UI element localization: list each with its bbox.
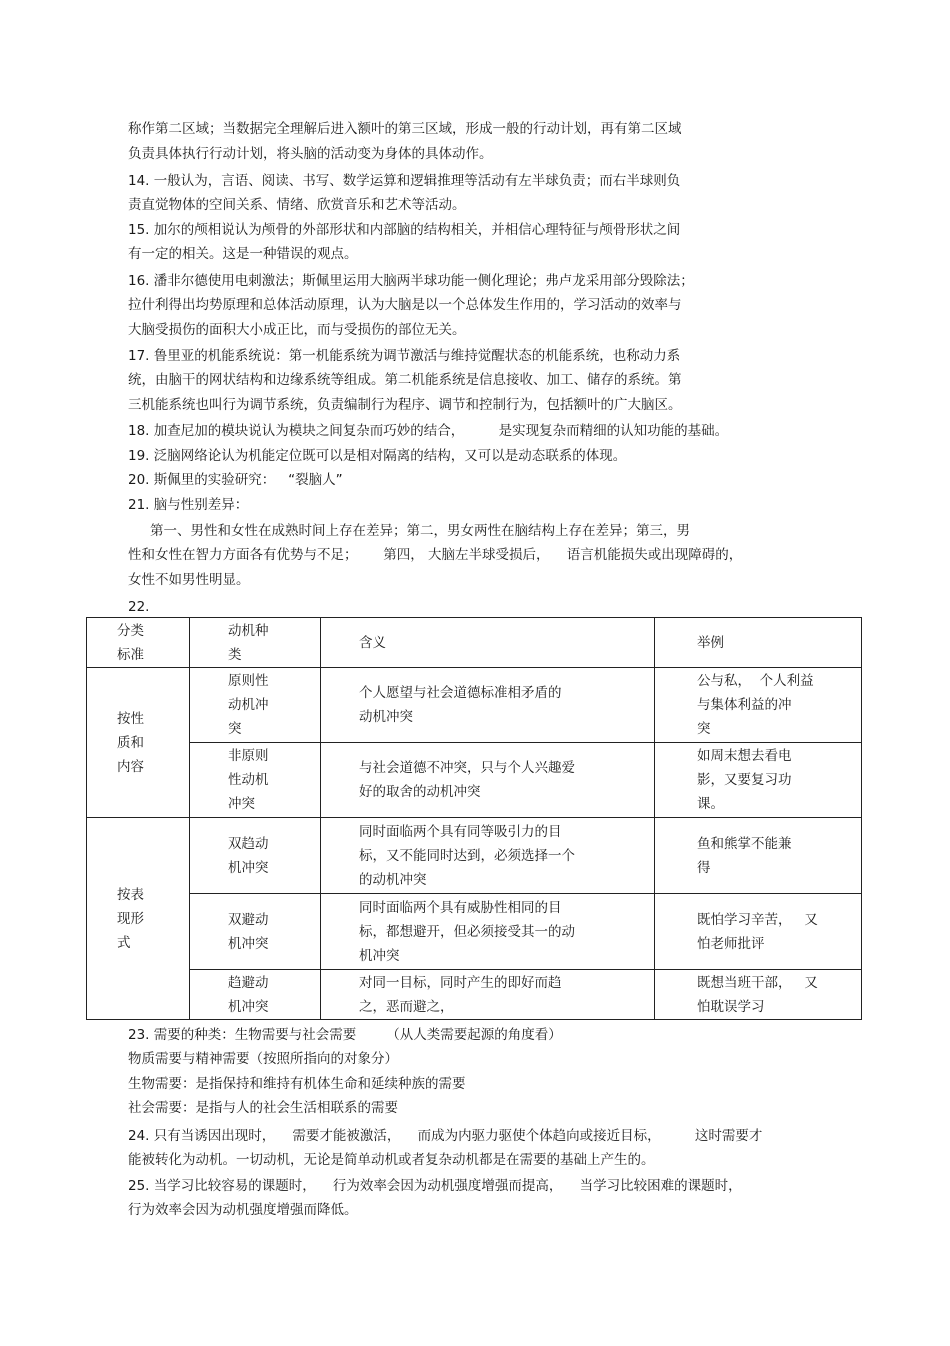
text-line: 责直觉物体的空间关系、情绪、欣赏音乐和艺术等活动。 bbox=[128, 197, 466, 213]
table-row bbox=[87, 818, 862, 894]
text-line: 大脑受损伤的面积大小成正比，而与受损伤的部位无关。 bbox=[128, 322, 466, 338]
type-cell: 双避动 机冲突 bbox=[190, 894, 321, 970]
text-line: 性和女性在智力方面各有优势与不足； 第四， 大脑左半球受损后， 语言机能损失或出现障碍的， bbox=[128, 547, 743, 563]
text-line: 负责具体执行行动计划，将头脑的活动变为身体的具体动作。 bbox=[128, 146, 493, 162]
meaning-cell: 对同一目标，同时产生的即好而趋 之，恶而避之， bbox=[321, 970, 655, 1020]
text-line: 女性不如男性明显。 bbox=[128, 572, 250, 588]
type-cell: 非原则 性动机 冲突 bbox=[190, 743, 321, 818]
table-row bbox=[87, 894, 862, 970]
text-line: 社会需要：是指与人的社会生活相联系的需要 bbox=[128, 1100, 398, 1116]
text-line: 拉什利得出均势原理和总体活动原理，认为大脑是以一个总体发生作用的，学习活动的效率与 bbox=[128, 297, 682, 313]
text-line: 有一定的相关。这是一种错误的观点。 bbox=[128, 246, 358, 262]
header-meaning: 含义 bbox=[321, 618, 655, 668]
text-line: 23. 需要的种类：生物需要与社会需要 （从人类需要起源的角度看） bbox=[128, 1027, 562, 1043]
motive-conflict-table bbox=[86, 617, 862, 1020]
text-line: 20. 斯佩里的实验研究： “裂脑人” bbox=[128, 472, 343, 488]
text-line: 能被转化为动机。一切动机，无论是简单动机或者复杂动机都是在需要的基础上产生的。 bbox=[128, 1152, 655, 1168]
text-line: 15. 加尔的颅相说认为颅骨的外部形状和内部脑的结构相关，并相信心理特征与颅骨形状之间 bbox=[128, 222, 681, 238]
text-line: 25. 当学习比较容易的课题时， 行为效率会因为动机强度增强而提高， 当学习比较困难的课题时， bbox=[128, 1178, 742, 1194]
text-line: 17. 鲁里亚的机能系统说：第一机能系统为调节激活与维持觉醒状态的机能系统，也称动力系 bbox=[128, 348, 681, 364]
table-row bbox=[87, 743, 862, 818]
meaning-cell: 同时面临两个具有威胁性相同的目 标，都想避开，但必须接受其一的动 机冲突 bbox=[321, 894, 655, 970]
meaning-cell: 个人愿望与社会道德标准相矛盾的 动机冲突 bbox=[321, 668, 655, 743]
text-line: 生物需要：是指保持和维持有机体生命和延续种族的需要 bbox=[128, 1076, 466, 1092]
header-example: 举例 bbox=[655, 618, 862, 668]
text-line: 第一、男性和女性在成熟时间上存在差异；第二，男女两性在脑结构上存在差异；第三，男 bbox=[150, 523, 690, 539]
text-line: 称作第二区域；当数据完全理解后进入额叶的第三区域，形成一般的行动计划，再有第二区域 bbox=[128, 121, 682, 137]
header-type: 动机种 类 bbox=[190, 618, 321, 668]
text-line: 22. bbox=[128, 599, 150, 615]
text-line: 24. 只有当诱因出现时， 需要才能被激活， 而成为内驱力驱使个体趋向或接近目标， 这时需要才 bbox=[128, 1128, 763, 1144]
example-cell: 既想当班干部， 又 怕耽误学习 bbox=[655, 970, 862, 1020]
text-line: 统，由脑干的网状结构和边缘系统等组成。第二机能系统是信息接收、加工、储存的系统。第 bbox=[128, 372, 682, 388]
text-line: 物质需要与精神需要（按照所指向的对象分） bbox=[128, 1051, 398, 1067]
category-cell: 按表 现形 式 bbox=[87, 818, 190, 1020]
example-cell: 既怕学习辛苦， 又 怕老师批评 bbox=[655, 894, 862, 970]
table-header-row bbox=[87, 618, 862, 668]
meaning-cell: 同时面临两个具有同等吸引力的目 标，又不能同时达到，必须选择一个 的动机冲突 bbox=[321, 818, 655, 894]
text-line: 行为效率会因为动机强度增强而降低。 bbox=[128, 1202, 358, 1218]
example-cell: 如周末想去看电 影，又要复习功 课。 bbox=[655, 743, 862, 818]
text-line: 18. 加查尼加的模块说认为模块之间复杂而巧妙的结合， 是实现复杂而精细的认知功能的基础。 bbox=[128, 423, 729, 439]
example-cell: 公与私， 个人利益 与集体利益的冲 突 bbox=[655, 668, 862, 743]
category-cell: 按性 质和 内容 bbox=[87, 668, 190, 818]
text-line: 14. 一般认为，言语、阅读、书写、数学运算和逻辑推理等活动有左半球负责；而右半球则负 bbox=[128, 173, 681, 189]
text-line: 三机能系统也叫行为调节系统，负责编制行为程序、调节和控制行为，包括额叶的广大脑区。 bbox=[128, 397, 682, 413]
example-cell: 鱼和熊掌不能兼 得 bbox=[655, 818, 862, 894]
table-row bbox=[87, 970, 862, 1020]
text-line: 16. 潘非尔德使用电刺激法；斯佩里运用大脑两半球功能一侧化理论；弗卢龙采用部分毁除法； bbox=[128, 273, 694, 289]
text-line: 21. 脑与性别差异： bbox=[128, 497, 249, 513]
text-line: 19. 泛脑网络论认为机能定位既可以是相对隔离的结构，又可以是动态联系的体现。 bbox=[128, 448, 627, 464]
header-category: 分类 标准 bbox=[87, 618, 190, 668]
type-cell: 趋避动 机冲突 bbox=[190, 970, 321, 1020]
table-row bbox=[87, 668, 862, 743]
meaning-cell: 与社会道德不冲突，只与个人兴趣爱 好的取舍的动机冲突 bbox=[321, 743, 655, 818]
type-cell: 原则性 动机冲 突 bbox=[190, 668, 321, 743]
type-cell: 双趋动 机冲突 bbox=[190, 818, 321, 894]
